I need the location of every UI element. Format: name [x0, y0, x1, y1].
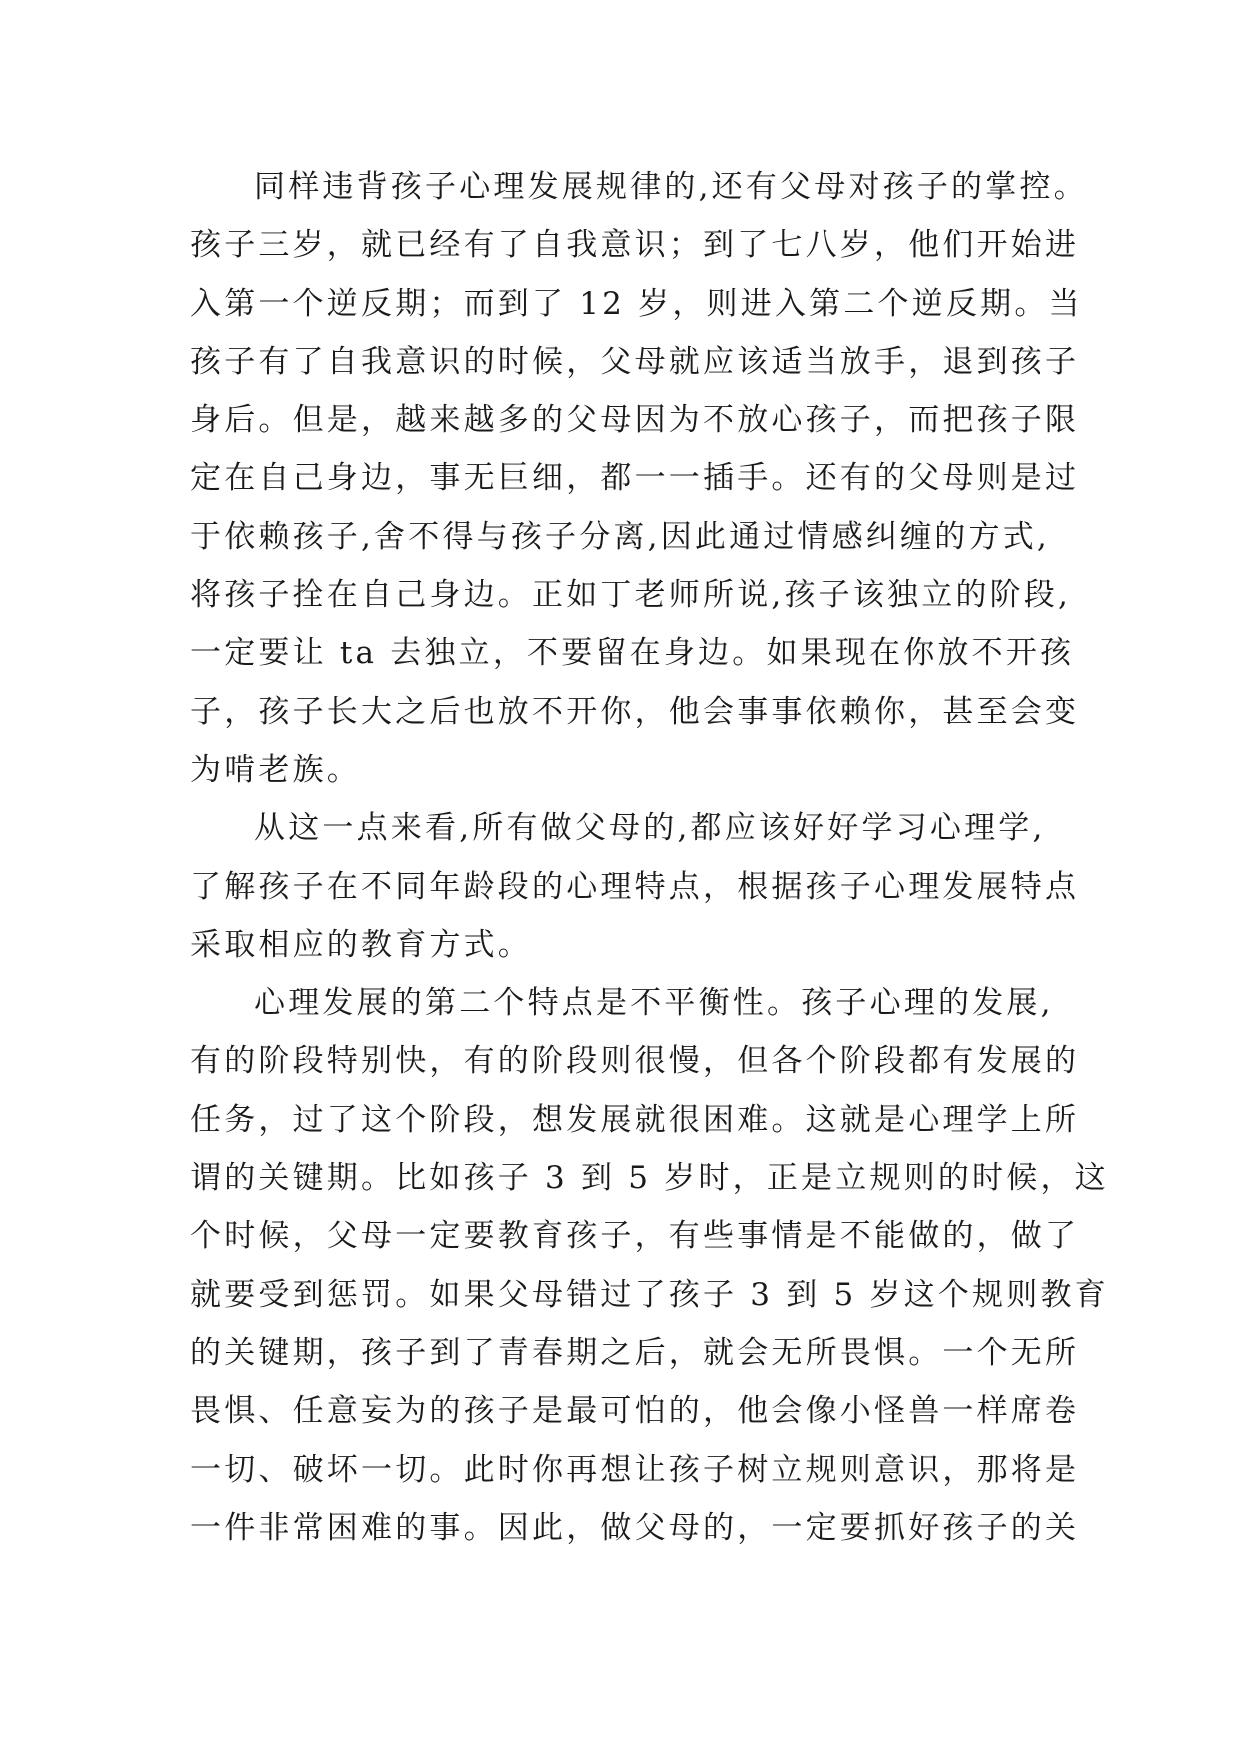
text-line: 孩子三岁，就已经有了自我意识；到了七八岁，他们开始进	[190, 227, 1080, 264]
text-line: 个时候，父母一定要教育孩子，有些事情是不能做的，做了	[190, 1218, 1080, 1255]
text-line: 采取相应的教育方式。	[190, 926, 532, 963]
text-line: 一件非常困难的事。因此，做父母的，一定要抓好孩子的关	[190, 1509, 1080, 1546]
text-line: 入第一个逆反期；而到了 12 岁，则进入第二个逆反期。当	[190, 285, 1083, 322]
text-line: 就要受到惩罚。如果父母错过了孩子 3 到 5 岁这个规则教育	[190, 1276, 1109, 1313]
text-line: 子，孩子长大之后也放不开你，他会事事依赖你，甚至会变	[190, 693, 1080, 730]
text-line: 为啃老族。	[190, 751, 361, 788]
text-line: 谓的关键期。比如孩子 3 到 5 岁时，正是立规则的时候，这	[190, 1160, 1109, 1197]
text-line: 同样违背孩子心理发展规律的,还有父母对孩子的掌控。	[254, 169, 1088, 205]
text-line: 畏惧、任意妄为的孩子是最可怕的，他会像小怪兽一样席卷	[190, 1393, 1080, 1430]
text-line: 于依赖孩子,舍不得与孩子分离,因此通过情感纠缠的方式,	[190, 518, 1050, 555]
text-line: 将孩子拴在自己身边。正如丁老师所说,孩子该独立的阶段,	[190, 577, 1072, 614]
body-text	[190, 158, 1109, 1557]
text-line: 孩子有了自我意识的时候，父母就应该适当放手，退到孩子	[190, 343, 1080, 380]
text-line: 身后。但是，越来越多的父母因为不放心孩子，而把孩子限	[190, 402, 1080, 439]
text-line: 有的阶段特别快，有的阶段则很慢，但各个阶段都有发展的	[190, 1043, 1080, 1080]
text-line: 从这一点来看,所有做父母的,都应该好好学习心理学,	[254, 810, 1046, 847]
text-line: 一切、破坏一切。此时你再想让孩子树立规则意识，那将是	[190, 1451, 1080, 1488]
text-line: 的关键期，孩子到了青春期之后，就会无所畏惧。一个无所	[190, 1334, 1080, 1371]
text-line: 一定要让 ta 去独立，不要留在身边。如果现在你放不开孩	[190, 635, 1075, 672]
text-line: 任务，过了这个阶段，想发展就很困难。这就是心理学上所	[190, 1101, 1080, 1138]
text-line: 定在自己身边，事无巨细，都一一插手。还有的父母则是过	[190, 460, 1080, 497]
text-line: 了解孩子在不同年龄段的心理特点，根据孩子心理发展特点	[190, 868, 1080, 905]
text-line: 心理发展的第二个特点是不平衡性。孩子心理的发展,	[254, 985, 1054, 1022]
